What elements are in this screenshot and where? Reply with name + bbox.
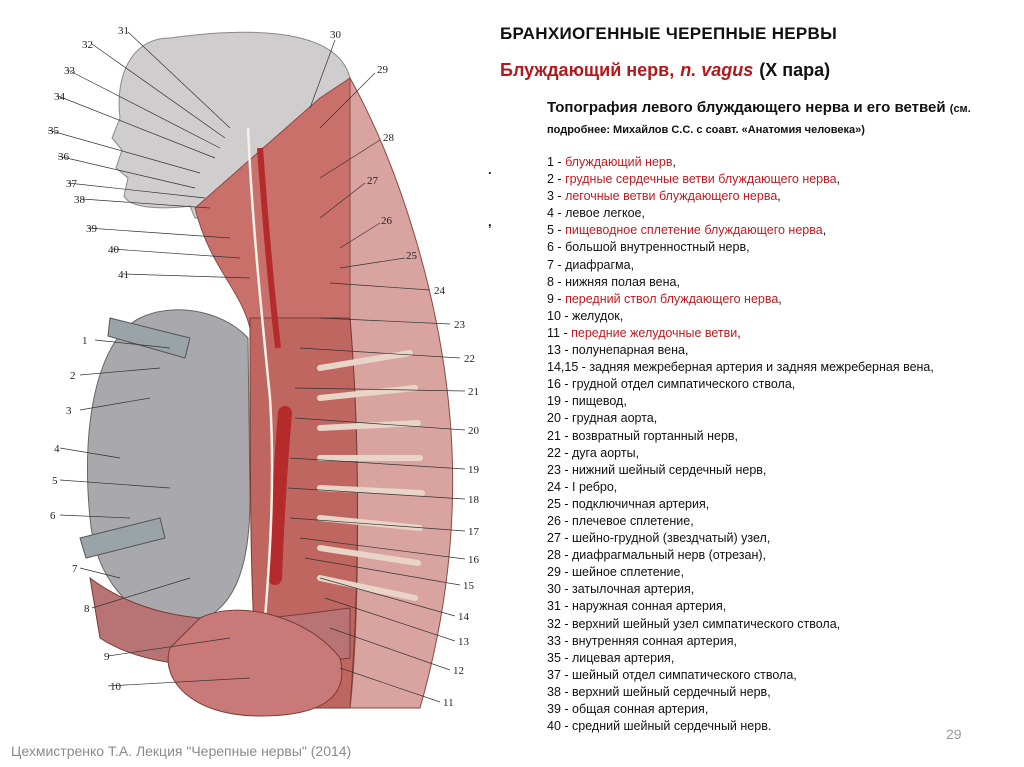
subtitle-main: Блуждающий нерв, (500, 60, 675, 80)
legend-item (547, 308, 967, 325)
legend-text: I ребро (572, 479, 614, 494)
legend-text: шейное сплетение (572, 565, 681, 580)
label-33: 33 (64, 65, 75, 77)
legend-number: 4 - (547, 206, 566, 221)
legend-punct: , (641, 206, 645, 221)
legend-punct: , (690, 513, 694, 528)
label-41: 41 (118, 269, 129, 281)
anatomy-illustration (20, 18, 500, 718)
legend-number: 24 - (547, 479, 573, 494)
label-5: 5 (52, 475, 58, 487)
legend-punct: , (762, 548, 767, 563)
legend-text: диафрагма (565, 257, 631, 272)
legend-punct: , (766, 531, 771, 546)
label-29: 29 (377, 64, 388, 76)
legend-text: шейно-грудной (звездчатый) узел (572, 531, 767, 546)
legend-text: грудной отдел симпатического ствола (572, 377, 792, 392)
legend-number: 25 - (547, 496, 573, 511)
legend-text: подключичная артерия (572, 496, 706, 511)
legend-punct: , (690, 582, 695, 597)
legend-punct: , (734, 428, 739, 443)
label-40: 40 (108, 244, 119, 256)
legend-text: нижний шейный сердечный нерв (572, 462, 763, 477)
legend-number: 26 - (547, 513, 573, 528)
legend-number: 14,15 - (547, 360, 590, 375)
legend-punct: , (777, 189, 781, 204)
legend-item (547, 684, 967, 701)
legend-item (547, 410, 967, 427)
legend-number: 2 - (547, 172, 566, 187)
legend-punct: , (733, 633, 737, 648)
legend-punct: , (613, 479, 618, 494)
legend-punct: , (670, 650, 675, 665)
vagus-nerve-figure (20, 18, 500, 718)
label-13: 13 (458, 636, 469, 648)
legend-number: 1 - (547, 155, 566, 169)
label-22: 22 (464, 353, 475, 365)
legend-item (547, 496, 967, 513)
legend-number: 9 - (547, 291, 566, 306)
label-6: 6 (50, 510, 56, 522)
legend-text: наружная сонная артерия (572, 599, 723, 614)
legend-text: затылочная артерия (572, 582, 691, 597)
legend-item (547, 257, 967, 274)
legend-number: 7 - (547, 257, 566, 272)
legend-item (547, 564, 967, 581)
legend-punct: , (630, 257, 635, 272)
legend-item (547, 547, 967, 564)
legend-text: передний ствол блуждающего нерва (565, 291, 779, 306)
label-18: 18 (468, 494, 479, 506)
legend-text: плечевое сплетение (572, 513, 691, 528)
legend-item (547, 616, 967, 633)
label-7: 7 (72, 563, 78, 575)
label-25: 25 (406, 250, 417, 262)
legend-item (547, 530, 967, 547)
legend-item (547, 633, 967, 650)
legend-number: 40 - (547, 719, 573, 734)
legend-number: 31 - (547, 599, 573, 614)
label-23: 23 (454, 319, 465, 331)
label-37: 37 (66, 178, 77, 190)
legend-item (547, 650, 967, 667)
legend-text: общая сонная артерия (572, 702, 705, 716)
legend-punct: , (822, 223, 827, 238)
legend-punct: , (737, 325, 741, 340)
legend-text: задняя межреберная артерия и задняя межреберная вена (589, 360, 931, 375)
legend-text: верхний шейный узел симпатического ствола (572, 616, 837, 631)
source-note: (см. подробнее: Михайлов С.С. с соавт. «Анатомия человека») (547, 103, 971, 136)
legend-item (547, 393, 967, 410)
legend-punct: , (778, 291, 782, 306)
legend-item (547, 291, 967, 308)
legend-punct: , (746, 240, 750, 255)
legend-text: нижняя полая вена (565, 274, 677, 289)
legend-punct: , (672, 155, 676, 169)
legend-text: пищевод (572, 394, 624, 409)
legend-item (547, 718, 967, 735)
legend-number: 39 - (547, 702, 573, 716)
slide-title: БРАНХИОГЕННЫЕ ЧЕРЕПНЫЕ НЕРВЫ (500, 24, 838, 43)
subtitle-latin: n. vagus (680, 60, 754, 80)
legend-text: легочные ветви блуждающего нерва (565, 189, 778, 204)
subtitle-pair: (X пара) (759, 60, 831, 80)
legend-item (547, 154, 967, 171)
label-19: 19 (468, 464, 479, 476)
legend-number: 8 - (547, 274, 566, 289)
label-32: 32 (82, 39, 93, 51)
legend-number: 35 - (547, 650, 573, 665)
legend-punct: , (836, 616, 841, 631)
legend-item (547, 428, 967, 445)
legend-text: желудок (572, 308, 620, 323)
legend-punct: , (635, 445, 640, 460)
legend-text: левое легкое (565, 206, 642, 221)
legend-item (547, 667, 967, 684)
legend-item (547, 342, 967, 359)
slide-subtitle (500, 60, 830, 81)
legend-punct: , (619, 308, 624, 323)
legend-number: 23 - (547, 462, 573, 477)
legend-punct: , (722, 599, 727, 614)
legend-punct: , (791, 377, 796, 392)
legend-punct: , (836, 172, 841, 187)
legend-item (547, 462, 967, 479)
legend-item (547, 445, 967, 462)
legend-item (547, 274, 967, 291)
legend-item (547, 479, 967, 496)
label-17: 17 (468, 526, 479, 538)
legend-item (547, 598, 967, 615)
label-15: 15 (463, 580, 474, 592)
legend-item (547, 171, 967, 188)
legend-list (547, 154, 967, 735)
legend-number: 37 - (547, 667, 573, 682)
label-4: 4 (54, 443, 60, 455)
stray-mark-dot: . (488, 162, 492, 177)
legend-item (547, 513, 967, 530)
label-24: 24 (434, 285, 445, 297)
legend-text: диафрагмальный нерв (отрезан) (572, 548, 763, 563)
label-20: 20 (468, 425, 479, 437)
legend-number: 29 - (547, 565, 573, 580)
legend-number: 28 - (547, 548, 573, 563)
legend-item (547, 222, 967, 239)
legend-item (547, 205, 967, 222)
legend-text: пищеводное сплетение блуждающего нерва (565, 223, 823, 238)
legend-number: 20 - (547, 411, 573, 426)
legend-punct: , (676, 274, 680, 289)
stray-mark-comma: , (488, 214, 492, 229)
topography-heading (547, 98, 987, 140)
legend-number: 16 - (547, 377, 573, 392)
legend-text: верхний шейный сердечный нерв (572, 684, 768, 699)
legend-item (547, 376, 967, 393)
legend-punct: , (704, 702, 709, 716)
label-35: 35 (48, 125, 59, 137)
legend-item (547, 325, 967, 342)
label-26: 26 (381, 215, 392, 227)
label-1: 1 (82, 335, 88, 347)
label-12: 12 (453, 665, 464, 677)
legend-item (547, 701, 967, 718)
topography-title: Топография левого блуждающего нерва и его ветвей (547, 99, 946, 116)
legend-text: дуга аорты (572, 445, 636, 460)
legend-number: 30 - (547, 582, 573, 597)
legend-punct: , (793, 667, 797, 682)
legend-text: блуждающий нерв (565, 155, 673, 169)
legend-text: шейный отдел симпатического ствола (572, 667, 794, 682)
legend-punct: , (930, 360, 934, 375)
legend-text: передние желудочные ветви (571, 325, 738, 340)
legend-text: грудная аорта (572, 411, 654, 426)
legend-punct: , (653, 411, 658, 426)
legend-item (547, 581, 967, 598)
legend-text: большой внутренностный нерв (565, 240, 747, 255)
legend-text: средний шейный сердечный нерв (572, 719, 768, 734)
label-8: 8 (84, 603, 90, 615)
label-3: 3 (66, 405, 72, 417)
label-31: 31 (118, 25, 129, 37)
legend-item (547, 188, 967, 205)
label-2: 2 (70, 370, 76, 382)
label-14: 14 (458, 611, 469, 623)
legend-number: 6 - (547, 240, 566, 255)
legend-number: 27 - (547, 531, 573, 546)
label-36: 36 (58, 151, 69, 163)
legend-number: 21 - (547, 428, 573, 443)
legend-punct: , (762, 462, 767, 477)
label-39: 39 (86, 223, 97, 235)
label-30: 30 (330, 29, 341, 41)
footer-credit: Цехмистренко Т.А. Лекция "Черепные нервы" (2014) (11, 743, 352, 759)
legend-text: лицевая артерия (572, 650, 671, 665)
legend-punct: , (623, 394, 627, 409)
legend-item (547, 239, 967, 256)
legend-text: полунепарная вена (572, 343, 685, 358)
legend-punct: , (680, 565, 684, 580)
page-number: 29 (946, 726, 962, 742)
legend-text: внутренняя сонная артерия (572, 633, 734, 648)
legend-number: 11 - (547, 325, 572, 340)
legend-number: 5 - (547, 223, 566, 238)
label-10: 10 (110, 681, 121, 693)
left-lung (87, 310, 250, 628)
label-11: 11 (443, 697, 454, 709)
legend-number: 38 - (547, 684, 573, 699)
label-28: 28 (383, 132, 394, 144)
legend-punct: , (767, 684, 771, 699)
label-34: 34 (54, 91, 65, 103)
legend-punct: , (684, 343, 689, 358)
legend-text: возвратный гортанный нерв (572, 428, 735, 443)
label-38: 38 (74, 194, 85, 206)
label-27: 27 (367, 175, 378, 187)
legend-number: 22 - (547, 445, 573, 460)
legend-number: 3 - (547, 189, 566, 204)
legend-text: грудные сердечные ветви блуждающего нерва (565, 172, 837, 187)
label-21: 21 (468, 386, 479, 398)
legend-number: 19 - (547, 394, 573, 409)
legend-number: 32 - (547, 616, 573, 631)
legend-number: 13 - (547, 343, 573, 358)
legend-number: 10 - (547, 308, 573, 323)
label-9: 9 (104, 651, 110, 663)
legend-punct: , (705, 496, 710, 511)
label-16: 16 (468, 554, 479, 566)
legend-number: 33 - (547, 633, 573, 648)
legend-item (547, 359, 967, 376)
legend-punct: . (767, 719, 772, 734)
